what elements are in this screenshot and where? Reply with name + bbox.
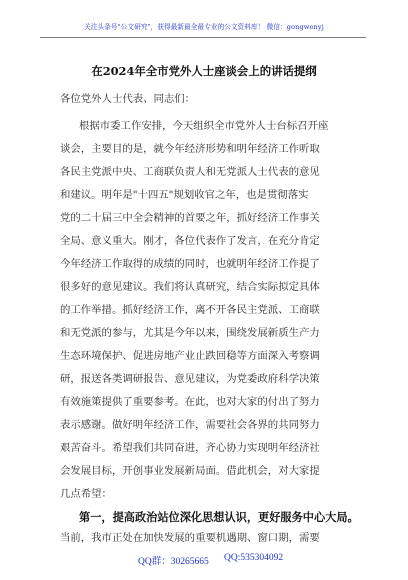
document-title: 在2024年全市党外人士座谈会上的讲话提纲 <box>91 64 317 78</box>
header-divider <box>40 37 366 38</box>
section-heading: 第一，提高政治站位深化思想认识，更好服务中心大局。 <box>79 510 359 524</box>
body-line: 各民主党派中央、工商联负责人和无党派人士代表的意见 <box>60 166 320 178</box>
body-line: 艰苦奋斗。希望我们共同奋进，齐心协力实现明年经济社 <box>60 442 320 454</box>
body-line: 党的二十届三中全会精神的首要之年，抓好经济工作事关 <box>60 212 320 224</box>
header-notice: 关注头条号"公文研究"，获得最新最全最专业的公文资料库！ 微信：gongwenyj <box>84 23 324 31</box>
body-line: 和建议。明年是"十四五"规划收官之年，也是贯彻落实 <box>60 189 309 201</box>
body-line: 研，报送各类调研报告、意见建议，为党委政府科学决策 <box>60 373 320 385</box>
body-line: 很多好的意见建议。我们将认真研究，结合实际拟定具体 <box>60 281 320 293</box>
body-line: 几点希望： <box>60 488 112 500</box>
body-line: 谈会，主要目的是，就今年经济形势和明年经济工作听取 <box>60 143 320 155</box>
body-line: 根据市委工作安排，今天组织全市党外人士台标召开座 <box>79 120 329 132</box>
body-line: 有效施策提供了重要参考。在此，也对大家的付出了努力 <box>60 396 320 408</box>
body-line: 的工作举措。抓好经济工作，离不开各民主党派、工商联 <box>60 304 320 316</box>
body-line: 会发展目标，开创事业发展新局面。借此机会，对大家提 <box>60 465 320 477</box>
body-line-last: 当前，我市正处在加快发展的重要机遇期、窗口期，需要 <box>60 532 320 544</box>
body-line: 全局、意义重大。刚才，各位代表作了发言，在充分肯定 <box>60 235 320 247</box>
footer-qq-group: QQ群：30265665 <box>138 557 209 567</box>
body-line: 生态环境保护、促进房地产业止跌回稳等方面深入考察调 <box>60 350 320 362</box>
salutation: 各位党外人士代表、同志们： <box>60 93 196 105</box>
body-line: 今年经济工作取得的成绩的同时，也就明年经济工作提了 <box>60 258 320 270</box>
footer-qq-number: QQ:535304092 <box>224 553 284 563</box>
body-line: 表示感谢。做好明年经济工作，需要社会各界的共同努力 <box>60 419 320 431</box>
body-line: 和无党派的参与，尤其是今年以来，围绕发展新质生产力 <box>60 327 320 339</box>
